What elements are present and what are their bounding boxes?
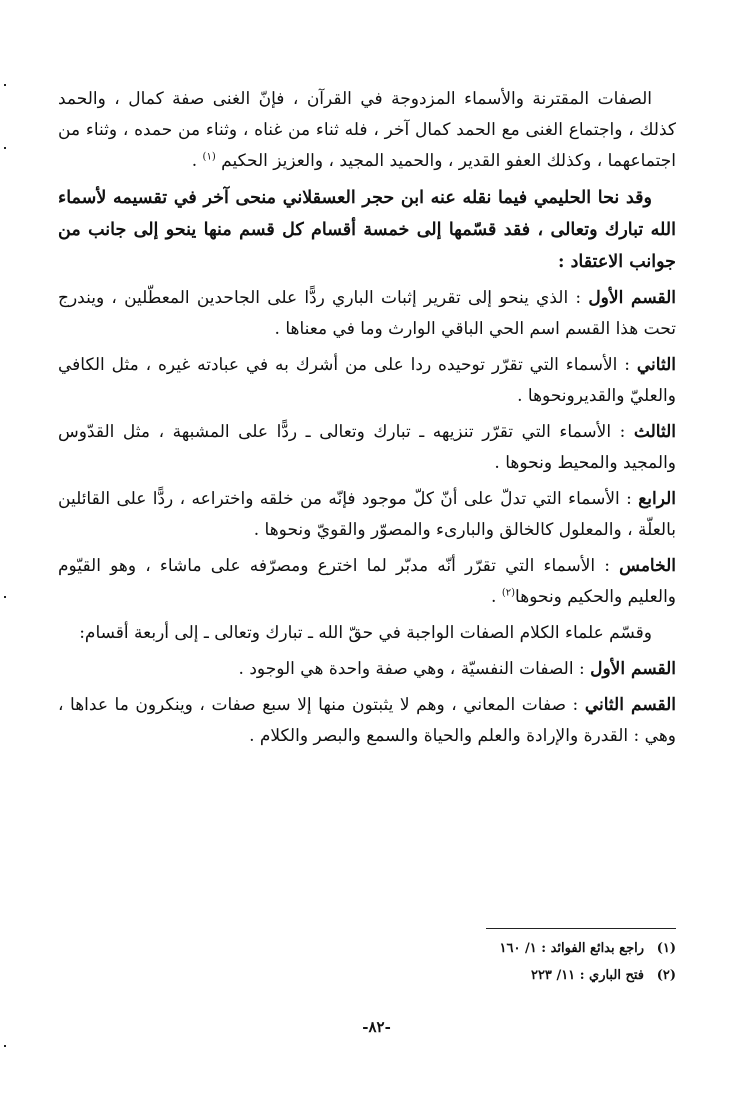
kalam-category-1-text: : الصفات النفسيّة ، وهي صفة واحدة هي الوجود . bbox=[238, 659, 591, 679]
scan-mark bbox=[4, 596, 6, 598]
kalam-category-2-heading: القسم الثاني bbox=[584, 695, 677, 715]
footnote-2-number: (٢) bbox=[656, 968, 676, 983]
category-1-text: : الذي ينحو إلى تقرير إثبات الباري ردًّا على الجاحدين المعطّلين ، ويندرج تحت هذا القسم اسم الحي الباقي الوارث وما في معناها . bbox=[58, 288, 676, 339]
page-body bbox=[58, 84, 676, 757]
kalam-category-2 bbox=[58, 690, 676, 752]
footnote-1-text: راجع بدائع الفوائد : ١/ ١٦٠ bbox=[499, 941, 644, 956]
category-5-heading: الخامس bbox=[619, 556, 676, 576]
page-number: -٨٢- bbox=[362, 1018, 391, 1036]
kalam-category-2-text: : صفات المعاني ، وهم لا يثبتون منها إلا سبع صفات ، وينكرون ما عداها ، وهي : القدرة والإرادة والعلم والحياة والسمع والبصر والكلام . bbox=[58, 695, 676, 746]
footnote-2 bbox=[58, 962, 676, 989]
paragraph-3: وقسّم علماء الكلام الصفات الواجبة في حقّ الله ـ تبارك وتعالى ـ إلى أربعة أقسام: bbox=[79, 623, 652, 643]
category-2-text: : الأسماء التي تقرّر توحيده ردا على من أشرك به في عبادته غيره ، مثل الكافي والعليّ والقديرونحوها . bbox=[58, 355, 676, 406]
paragraph-2: وقد نحا الحليمي فيما نقله عنه ابن حجر العسقلاني منحى آخر في تقسيمه لأسماء الله تبارك وتعالى ، فقد قسّمها إلى خمسة أقسام كل قسم منها ينحو إلى جانب من جوانب الاعتقاد : bbox=[58, 188, 676, 272]
paragraph-1-end: . bbox=[191, 151, 203, 171]
kalam-category-1 bbox=[58, 654, 676, 685]
paragraph-1-text: الصفات المقترنة والأسماء المزدوجة في القرآن ، فإنّ الغنى صفة كمال ، والحمد كذلك ، واجتماع الغنى مع الحمد كمال آخر ، فله ثناء من غناه ، وثناء من حمده ، وثناء من اجتماعهما ، وكذلك العفو القدير ، والحميد المجيد ، والعزيز الحكيم bbox=[58, 89, 676, 171]
category-2 bbox=[58, 350, 676, 412]
scan-mark bbox=[4, 1045, 6, 1047]
footnote-2-text: فتح الباري : ١١/ ٢٢٣ bbox=[530, 968, 644, 983]
category-1 bbox=[58, 283, 676, 345]
footnotes bbox=[58, 935, 676, 989]
scan-mark bbox=[4, 147, 6, 149]
footnote-divider bbox=[486, 928, 676, 929]
category-4-heading: الرابع bbox=[638, 489, 676, 509]
category-3-text: : الأسماء التي تقرّر تنزيهه ـ تبارك وتعالى ـ ردًّا على المشبهة ، مثل القدّوس والمجيد والمحيط ونحوها . bbox=[58, 422, 676, 473]
kalam-category-1-heading: القسم الأول bbox=[590, 659, 676, 679]
footnote-1 bbox=[58, 935, 676, 962]
category-4-text: : الأسماء التي تدلّ على أنّ كلّ موجود فإنّه من خلقه واختراعه ، ردًّا على القائلين بالعلّة ، والمعلول كالخالق والبارىء والمصوّر والقويّ ونحوها . bbox=[58, 489, 676, 540]
footnote-ref-1[interactable]: (١) bbox=[202, 151, 216, 163]
category-3 bbox=[58, 417, 676, 479]
category-5 bbox=[58, 551, 676, 613]
category-1-heading: القسم الأول bbox=[588, 288, 676, 308]
scan-mark bbox=[4, 84, 6, 86]
footnote-ref-2[interactable]: (٢) bbox=[501, 587, 516, 599]
footnote-1-number: (١) bbox=[656, 941, 676, 956]
category-4 bbox=[58, 484, 676, 546]
category-5-end: . bbox=[491, 587, 502, 607]
category-5-text: : الأسماء التي تقرّر أنّه مدبّر لما اخترع ومصرّفه على ماشاء ، وهو القيّوم والعليم والحكيم ونحوها bbox=[58, 556, 676, 607]
category-3-heading: الثالث bbox=[633, 422, 676, 442]
category-2-heading: الثاني bbox=[636, 355, 676, 375]
paragraph-1 bbox=[58, 84, 676, 177]
